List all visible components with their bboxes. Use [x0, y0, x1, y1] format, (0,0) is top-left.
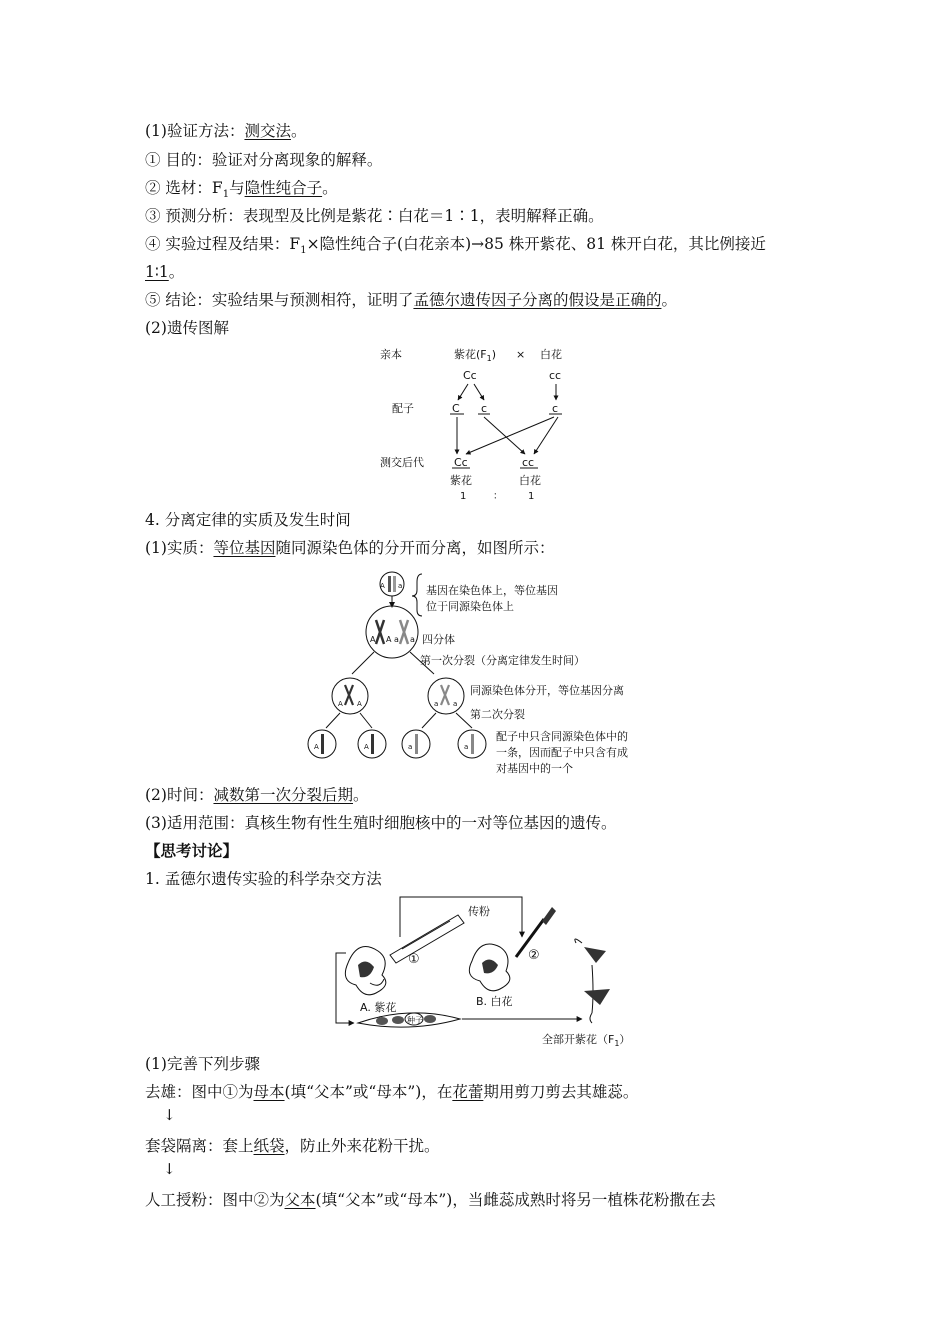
- note-allele-homolog: 位于同源染色体上: [426, 600, 514, 613]
- note-gene-on-chromosome: 基因在染色体上，等位基因: [426, 584, 558, 597]
- first-division-label: 第一次分裂（分离定律发生时间）: [420, 654, 585, 667]
- ratio-colon: ：: [493, 491, 503, 502]
- flower-a-label: A. 紫花: [360, 1001, 397, 1014]
- svg-text:A: A: [386, 635, 392, 644]
- discussion-header: 【思考讨论】: [145, 841, 239, 860]
- gamete-note-3: 对基因中的一个: [496, 762, 573, 775]
- seed-label: 种子: [407, 1016, 423, 1025]
- step1-circle: ①: [408, 952, 420, 967]
- process-result: ④ 实验过程及结果：$F_1\times$隐性纯合子(白花亲本)→85 株开紫花、81 株开白花，其比例接近: [145, 235, 766, 257]
- svg-text:a: a: [408, 743, 413, 751]
- step-emasculation: 去雄：图中①为母本(填“父本”或“母本”)，在花蕾期用剪刀剪去其雄蕊。: [145, 1083, 639, 1101]
- conclusion: ⑤ 结论：实验结果与预测相符，证明了孟德尔遗传因子分离的假设是正确的。: [145, 291, 677, 309]
- step-pollination: 人工授粉：图中②为父本(填“父本”或“母本”)，当雌蕊成熟时将另一植株花粉撒在去: [145, 1191, 716, 1209]
- ratio-1: 1: [460, 491, 467, 502]
- ratio-2: 1: [528, 491, 535, 502]
- svg-text:A: A: [314, 743, 319, 751]
- verify-method: (1)验证方法：测交法。: [145, 122, 307, 140]
- essence: (1)实质：等位基因随同源染色体的分开而分离，如图所示：: [145, 539, 555, 557]
- phenotype-white: 白花: [519, 474, 541, 487]
- tetrad-label: 四分体: [422, 633, 455, 646]
- separation-label: 同源染色体分开，等位基因分离: [470, 684, 624, 697]
- hybridization-diagram: [330, 893, 630, 1053]
- test-cross-diagram: [370, 342, 600, 502]
- purpose: ① 目的：验证对分离现象的解释。: [145, 151, 383, 169]
- gamete-C: C: [452, 402, 460, 415]
- parent-label: 亲本: [380, 348, 402, 361]
- cross-sign: ×: [516, 348, 526, 361]
- step2-circle: ②: [528, 948, 540, 963]
- timing: (2)时间：减数第一次分裂后期。: [145, 786, 369, 804]
- sec4-title: 4. 分离定律的实质及发生时间: [145, 511, 351, 529]
- svg-text:a: a: [394, 635, 399, 644]
- gamete-c1: c: [481, 402, 488, 415]
- svg-text:a: a: [434, 700, 439, 708]
- parent1-label: 紫花$(F_1)$: [454, 348, 497, 363]
- svg-text:a: a: [398, 582, 403, 590]
- offspring-Cc: Cc: [454, 456, 468, 469]
- steps-title: (1)完善下列步骤: [145, 1055, 260, 1073]
- process-result-cont: 1∶1。: [145, 263, 185, 281]
- genotype-cc-big: Cc: [463, 369, 477, 382]
- prediction: ③ 预测分析：表现型及比例是紫花∶白花＝1∶1，表明解释正确。: [145, 207, 604, 225]
- diagram-heading: (2)遗传图解: [145, 319, 229, 337]
- svg-text:A: A: [370, 635, 376, 644]
- svg-text:A: A: [357, 700, 362, 708]
- svg-text:A: A: [338, 700, 343, 708]
- offspring-label: 测交后代: [380, 456, 424, 469]
- step-arrow-1: ↓: [163, 1106, 176, 1124]
- material: ② 选材：$F_1$与隐性纯合子。: [145, 179, 338, 201]
- flower-b-label: B. 白花: [476, 995, 513, 1008]
- f1-label: 全部开紫花$(F_1)$: [542, 1033, 630, 1048]
- svg-text:a: a: [453, 700, 458, 708]
- genotype-cc-small: cc: [549, 369, 562, 382]
- phenotype-purple: 紫花: [450, 474, 472, 487]
- gamete-note-1: 配子中只含同源染色体中的: [496, 730, 628, 743]
- pollination-label: 传粉: [468, 905, 490, 918]
- parent2-label: 白花: [540, 348, 562, 361]
- gamete-label: 配子: [392, 402, 414, 415]
- meiosis-diagram: [300, 568, 650, 778]
- step-arrow-2: ↓: [163, 1160, 176, 1178]
- gamete-note-2: 一条，因而配子中只含有成: [496, 746, 628, 759]
- scope: (3)适用范围：真核生物有性生殖时细胞核中的一对等位基因的遗传。: [145, 814, 617, 832]
- svg-text:a: a: [410, 635, 415, 644]
- gamete-c2: c: [552, 402, 559, 415]
- svg-text:a: a: [464, 743, 469, 751]
- offspring-cc: cc: [522, 456, 535, 469]
- discussion-title: 1. 孟德尔遗传实验的科学杂交方法: [145, 870, 382, 888]
- svg-text:A: A: [364, 743, 369, 751]
- step-bagging: 套袋隔离：套上纸袋，防止外来花粉干扰。: [145, 1137, 440, 1155]
- svg-text:A: A: [380, 582, 385, 590]
- second-division-label: 第二次分裂: [470, 708, 525, 721]
